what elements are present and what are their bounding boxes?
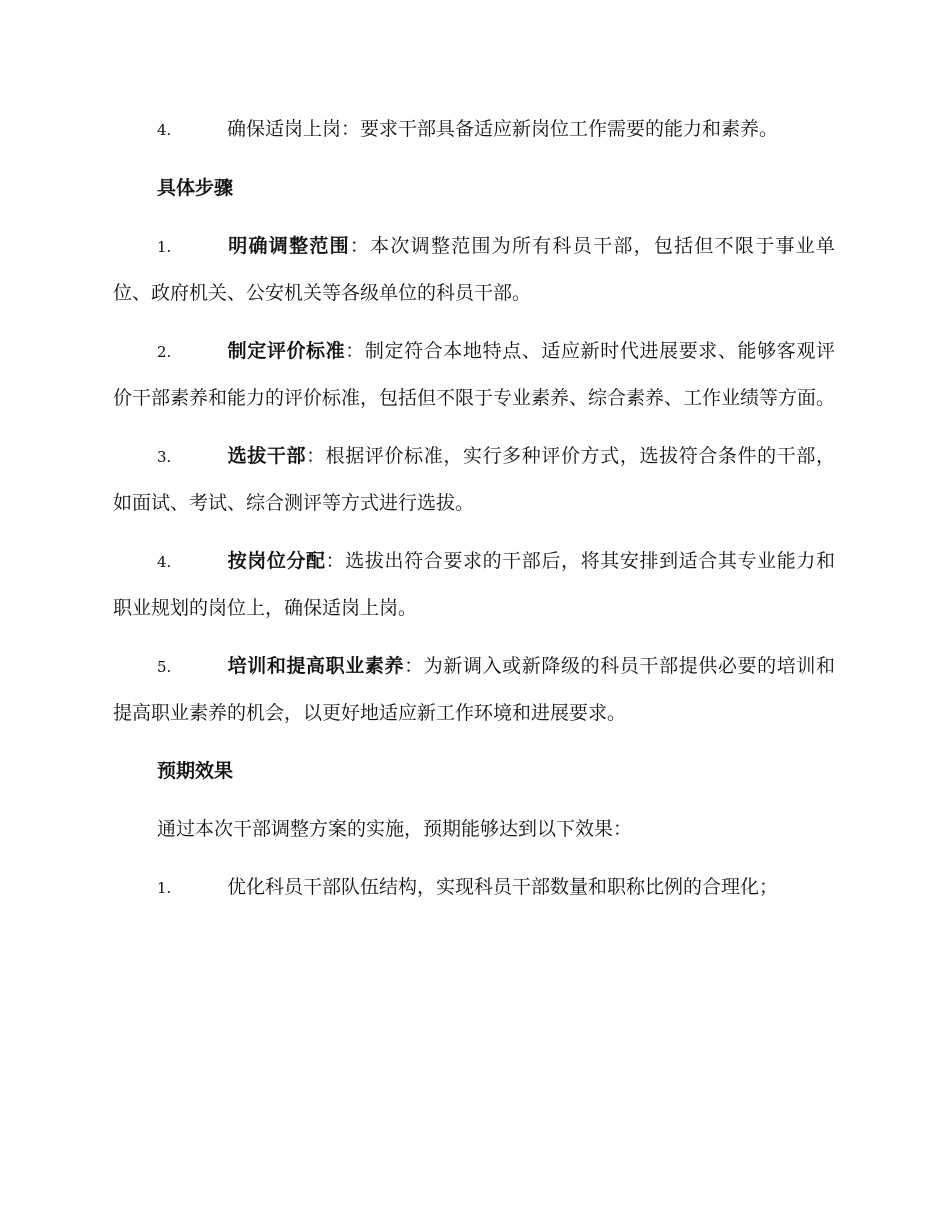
- list-item: [113, 643, 835, 736]
- list-number: 5.: [157, 658, 172, 676]
- list-text: ：根据评价标准，实行多种评价方式，选拔符合条件的干部，如面试、考试、综合测评等方式进行选拔。: [113, 445, 835, 514]
- list-item-title: 培训和提高职业素养: [227, 655, 405, 677]
- list-item-title: 明确调整范围: [227, 235, 350, 257]
- list-text: ：制定符合本地特点、适应新时代进展要求、能够客观评价干部素养和能力的评价标准，包括但不限于专业素养、综合素养、工作业绩等方面。: [113, 340, 836, 409]
- section-heading-steps: 具体步骤: [157, 177, 234, 199]
- list-item: [113, 106, 835, 153]
- list-number: 3.: [157, 448, 172, 466]
- list-item: [113, 864, 835, 911]
- list-item: [113, 433, 835, 526]
- list-text: ：选拔出符合要求的干部后，将其安排到适合其专业能力和职业规划的岗位上，确保适岗上岗。: [113, 550, 835, 619]
- list-number: 4.: [157, 121, 172, 139]
- paragraph: 通过本次干部调整方案的实施，预期能够达到以下效果：: [157, 818, 633, 840]
- document-content: [113, 106, 835, 923]
- list-number: 4.: [157, 553, 172, 571]
- list-text: ：本次调整范围为所有科员干部，包括但不限于事业单位、政府机关、公安机关等各级单位的科员干部。: [113, 235, 835, 304]
- list-item: [113, 328, 835, 421]
- list-number: 2.: [157, 343, 172, 361]
- list-item-title: 选拔干部: [227, 445, 307, 467]
- list-number: 1.: [157, 879, 172, 897]
- list-item-title: 制定评价标准: [227, 340, 346, 362]
- list-text: 优化科员干部队伍结构，实现科员干部数量和职称比例的合理化；: [227, 876, 779, 898]
- list-item: [113, 538, 835, 631]
- list-number: 1.: [157, 238, 172, 256]
- section-heading-effects: 预期效果: [157, 760, 234, 782]
- list-item: [113, 223, 835, 316]
- list-text: 确保适岗上岗：要求干部具备适应新岗位工作需要的能力和素养。: [227, 118, 779, 140]
- list-text: ：为新调入或新降级的科员干部提供必要的培训和提高职业素养的机会，以更好地适应新工作环境和进展要求。: [113, 655, 835, 724]
- list-item-title: 按岗位分配: [227, 550, 326, 572]
